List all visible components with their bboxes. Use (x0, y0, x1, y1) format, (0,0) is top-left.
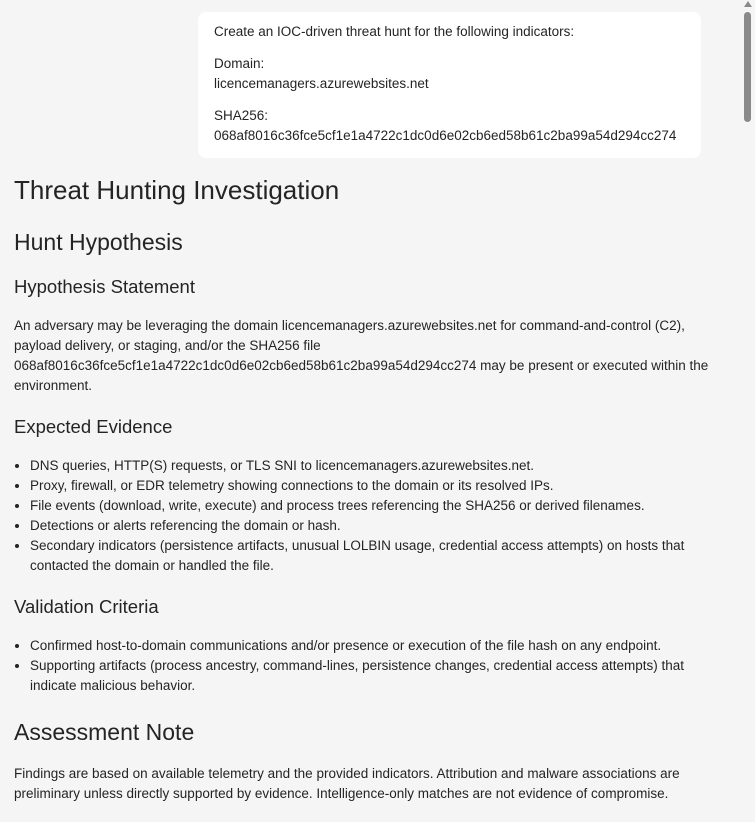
hash-label: SHA256: (214, 108, 269, 123)
hypothesis-heading: Hunt Hypothesis (14, 229, 183, 255)
list-item: • Proxy, firewall, or EDR telemetry showing connections to the domain or its resolved IPs. (30, 476, 714, 496)
user-message-intro: Create an IOC-driven threat hunt for the following indicators: (214, 24, 575, 39)
vertical-scrollbar[interactable] (741, 0, 755, 822)
list-item: • File events (download, write, execute) and process trees referencing the SHA256 or derived filenames. (30, 496, 714, 516)
user-message-bubble (198, 12, 701, 158)
response-title: Threat Hunting Investigation (14, 175, 340, 205)
user-message-domain (214, 54, 685, 94)
assessment-text: Findings are based on available telemetry and the provided indicators. Attribution and malware associations are preliminary unless directly supported by evidence. Intelligence-only matches are not evidence of compromise. (14, 766, 680, 801)
scrollbar-thumb[interactable] (744, 12, 751, 122)
hash-value: 068af8016c36fce5cf1e1a4722c1dc0d6e02cb6ed58b61c2ba99a54d294cc274 (214, 128, 677, 143)
assessment-heading: Assessment Note (14, 719, 195, 745)
domain-value: licencemanagers.azurewebsites.net (214, 76, 429, 91)
assistant-response (14, 168, 714, 804)
domain-label: Domain: (214, 56, 265, 71)
evidence-list (14, 456, 714, 576)
validation-heading: Validation Criteria (14, 596, 159, 617)
scroll-up-arrow-icon[interactable] (744, 1, 752, 7)
list-item: • DNS queries, HTTP(S) requests, or TLS SNI to licencemanagers.azurewebsites.net. (30, 456, 714, 476)
list-item: • Supporting artifacts (process ancestry, command-lines, persistence changes, credential access attempts) that indicate malicious behavior. (30, 656, 714, 696)
statement-heading: Hypothesis Statement (14, 276, 195, 297)
list-item: • Secondary indicators (persistence artifacts, unusual LOLBIN usage, credential access attempts) on hosts that contacted the domain or handled the file. (30, 536, 714, 576)
validation-list (14, 636, 714, 696)
evidence-heading: Expected Evidence (14, 416, 173, 437)
list-item: • Confirmed host-to-domain communications and/or presence or execution of the file hash on any endpoint. (30, 636, 714, 656)
list-item: • Detections or alerts referencing the domain or hash. (30, 516, 714, 536)
statement-text: An adversary may be leveraging the domain licencemanagers.azurewebsites.net for command-and-control (C2), payload delivery, or staging, and/or the SHA256 file 068af8016c36fce5cf1e1a4722c1dc0d6e02cb6ed58b61c2ba99a54d294cc274 may be present or executed within the environment. (14, 318, 709, 393)
user-message-hash (214, 106, 685, 146)
